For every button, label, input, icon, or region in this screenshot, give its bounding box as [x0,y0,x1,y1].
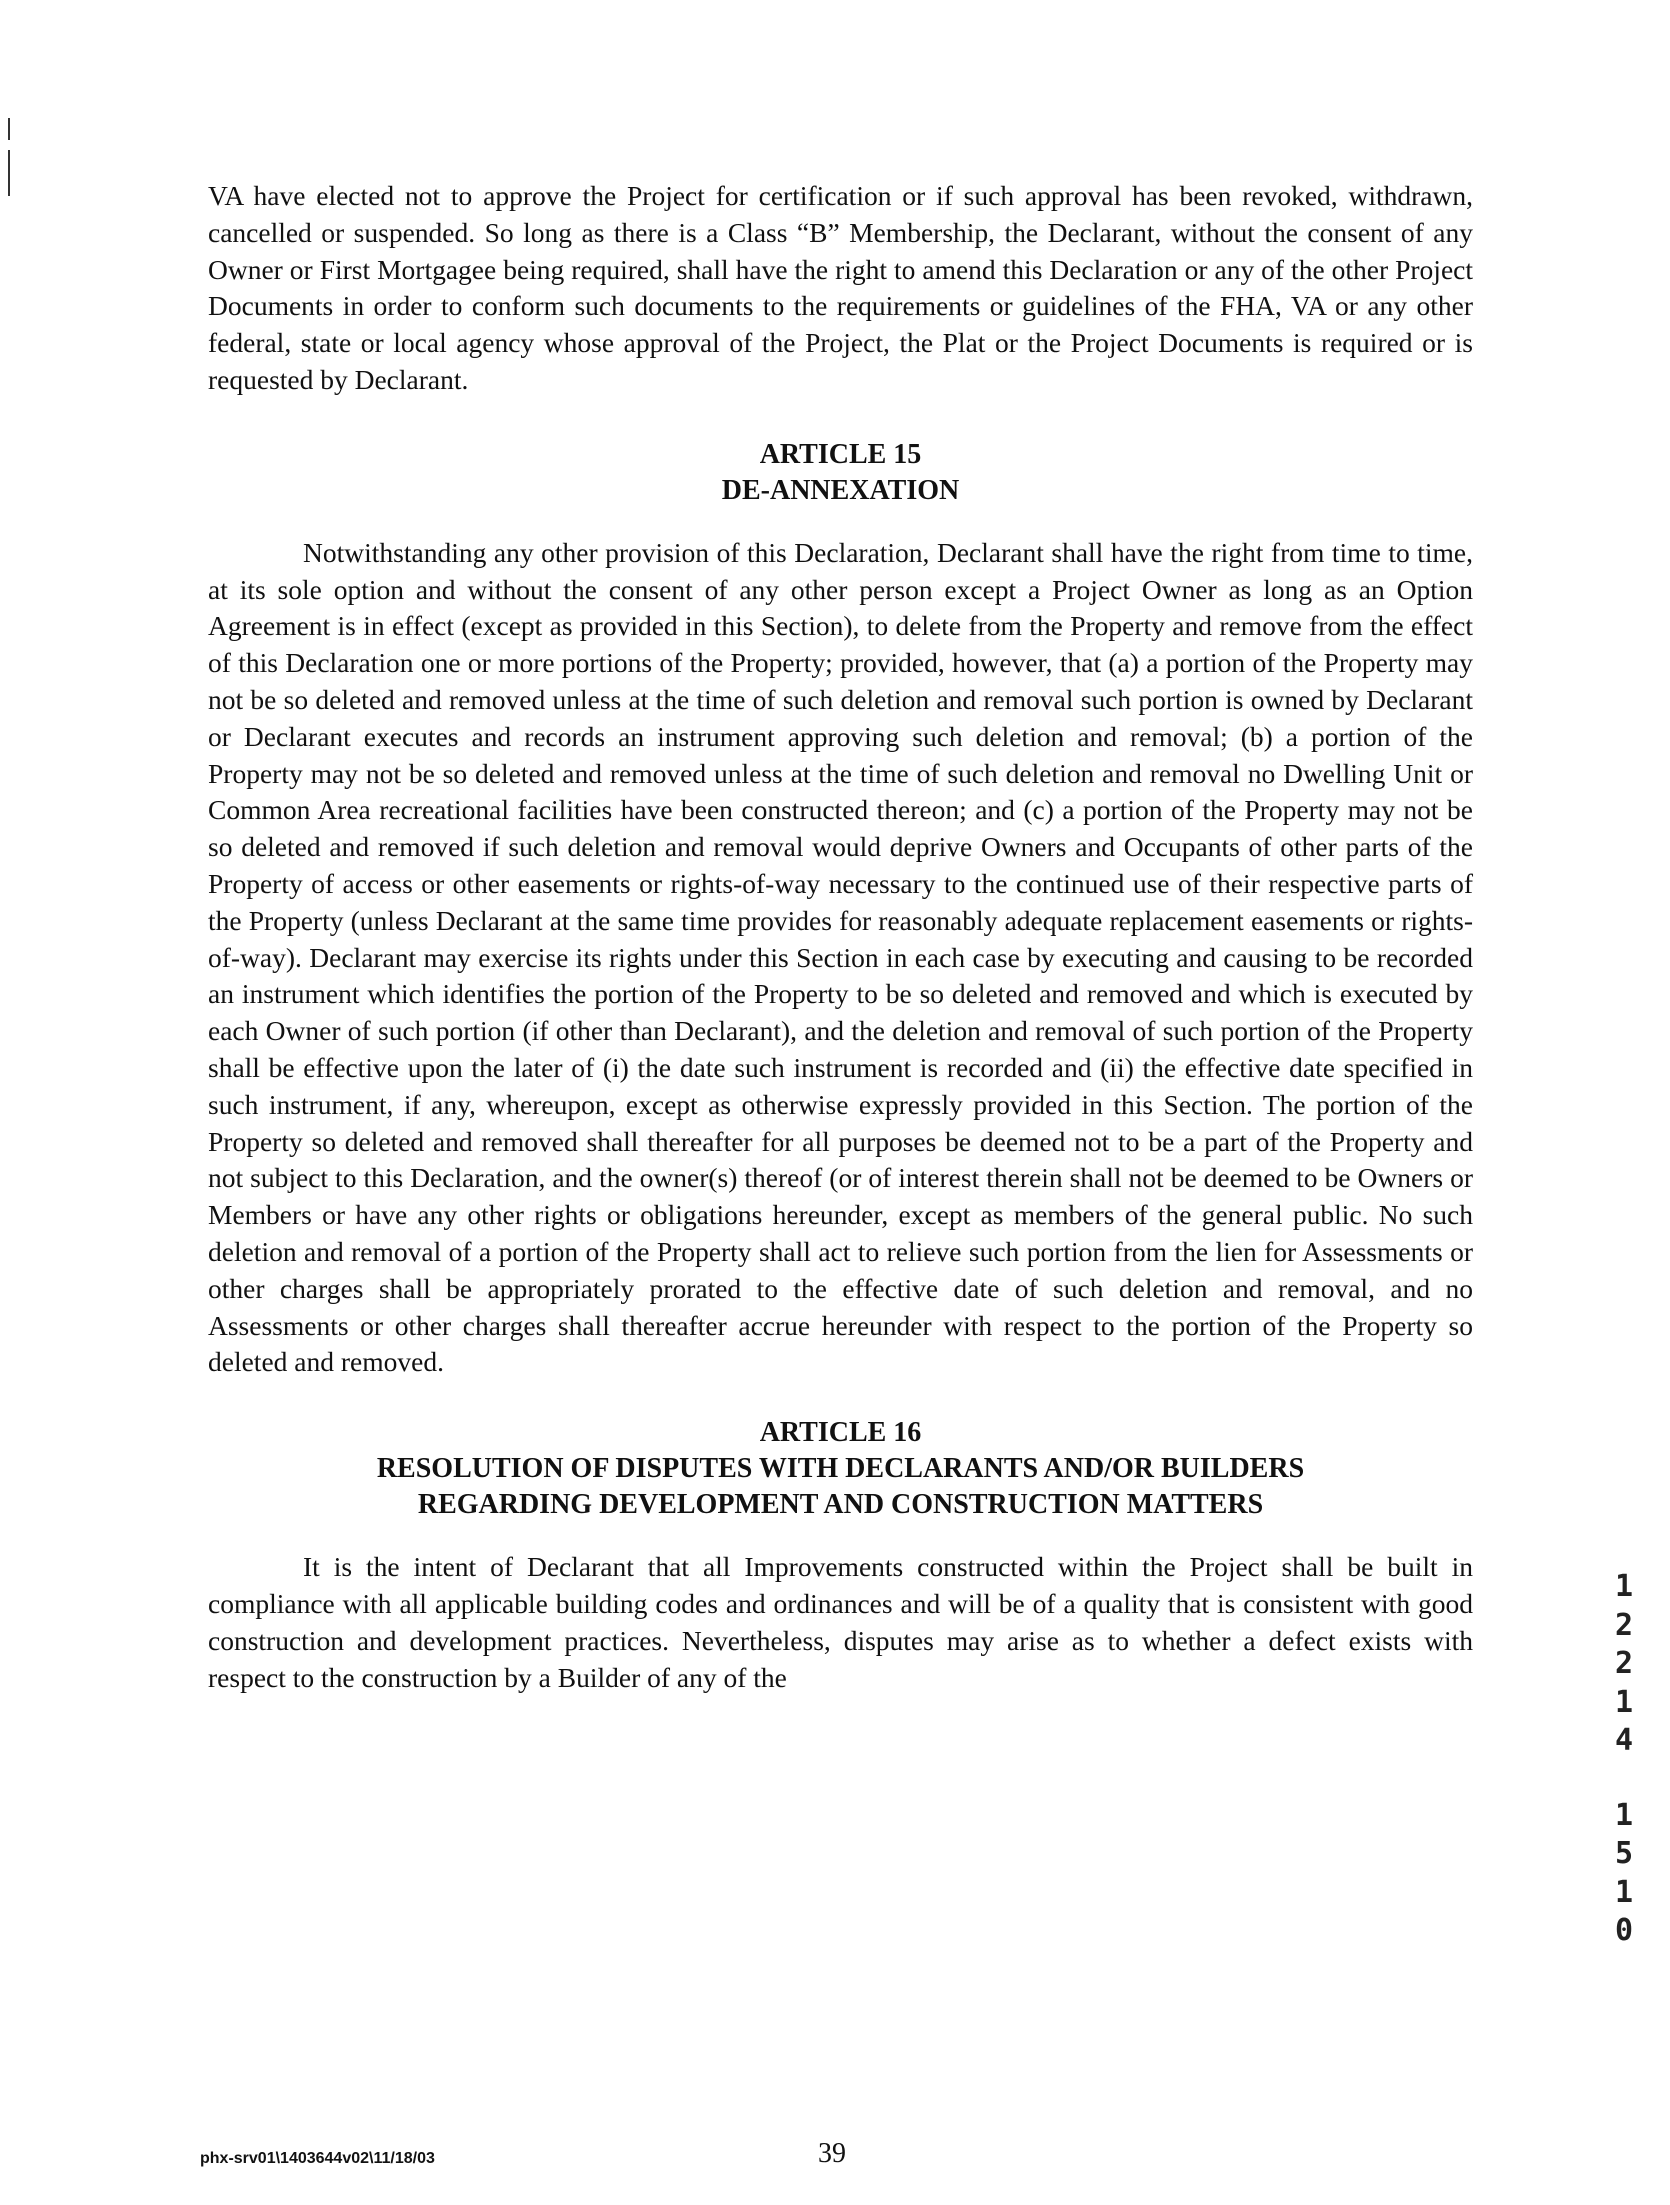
article-16-title-line-1: RESOLUTION OF DISPUTES WITH DECLARANTS AND/OR BUILDERS [376,1453,1305,1485]
article-16-body: It is the intent of Declarant that all Improvements constructed within the Project shall be built in compliance with all applicable building codes and ordinances and will be of a quality that is consistent with good construction and development practices. Nevertheless, disputes may arise as to whether a defect exists with respect to the construction by a Builder of any of the [208,1551,1473,1693]
stamp-digit: 4 [1614,1723,1634,1758]
article-15-title: DE-ANNEXATION [721,474,960,506]
footer-document-id: phx-srv01\1403644v02\11/18/03 [200,2150,435,2167]
recording-number-stamp [1599,1568,1649,1951]
stamp-digit: 1 [1614,1684,1634,1720]
stamp-digit: 1 [1614,1797,1634,1833]
stamp-gap [1599,1761,1649,1797]
article-16-title-line-2: REGARDING DEVELOPMENT AND CONSTRUCTION MATTERS [417,1489,1264,1521]
article-15-number: ARTICLE 15 [759,438,922,470]
opening-paragraph: VA have elected not to approve the Project for certification or if such approval has been revoked, withdrawn, cancelled or suspended. So long as there is a Class “B” Membership, the Declarant, without the consent of any Owner or First Mortgagee being required, shall have the right to amend this Declaration or any of the other Project Documents in order to conform such documents to the requirements or guidelines of the FHA, VA or any other federal, state or local agency whose approval of the Project, the Plat or the Project Documents is required or is requested by Declarant. [208,180,1473,395]
stamp-digit: 0 [1614,1913,1634,1948]
scan-edge-mark [8,118,10,140]
stamp-digit: 1 [1614,1569,1634,1604]
stamp-digit: 5 [1614,1836,1634,1871]
page-number: 39 [818,2138,846,2169]
stamp-digit: 2 [1614,1646,1634,1681]
article-15-body: Notwithstanding any other provision of this Declaration, Declarant shall have the right from time to time, at its sole option and without the consent of any other person except a Project Owner as long as an Option Agreement is in effect (except as provided in this Section), to delete from the Property and remove from the effect of this Declaration one or more portions of the Property; provided, however, that (a) a portion of the Property may not be so deleted and removed unless at the time of such deletion and removal such portion is owned by Declarant or Declarant executes and records an instrument approving such deletion and removal; (b) a portion of the Property may not be so deleted and removed unless at the time of such deletion and removal no Dwelling Unit or Common Area recreational facilities have been constructed thereon; and (c) a portion of the Property may not be so deleted and removed if such deletion and removal would deprive Owners and Occupants of other parts of the Property of access or other easements or rights-of-way necessary to the continued use of their respective parts of the Property (unless Declarant at the same time provides for reasonably adequate replacement easements or rights-of-way). Declarant may exercise its rights under this Section in each case by executing and causing to be recorded an instrument which identifies the portion of the Property to be so deleted and removed and which is executed by each Owner of such portion (if other than Declarant), and the deletion and removal of such portion of the Property shall be effective upon the later of (i) the date such instrument is recorded and (ii) the effective date specified in such instrument, if any, whereupon, except as otherwise expressly provided in this Section. The portion of the Property so deleted and removed shall thereafter for all purposes be deemed not to be a part of the Property and not subject to this Declaration, and the owner(s) thereof (or of interest therein shall not be deemed to be Owners or Members or have any other rights or obligations hereunder, except as members of the general public. No such deletion and removal of a portion of the Property shall act to relieve such portion from the lien for Assessments or other charges shall be appropriately prorated to the effective date of such deletion and removal, and no Assessments or other charges shall thereafter accrue hereunder with respect to the portion of the Property so deleted and removed. [208,536,1473,1378]
document-body [208,178,1473,1696]
article-16-number: ARTICLE 16 [759,1417,922,1449]
stamp-digit: 1 [1614,1874,1634,1910]
stamp-digit: 2 [1614,1607,1634,1643]
article-16-heading [208,1415,1473,1523]
scan-edge-mark [8,150,10,196]
article-15-heading [208,437,1473,509]
